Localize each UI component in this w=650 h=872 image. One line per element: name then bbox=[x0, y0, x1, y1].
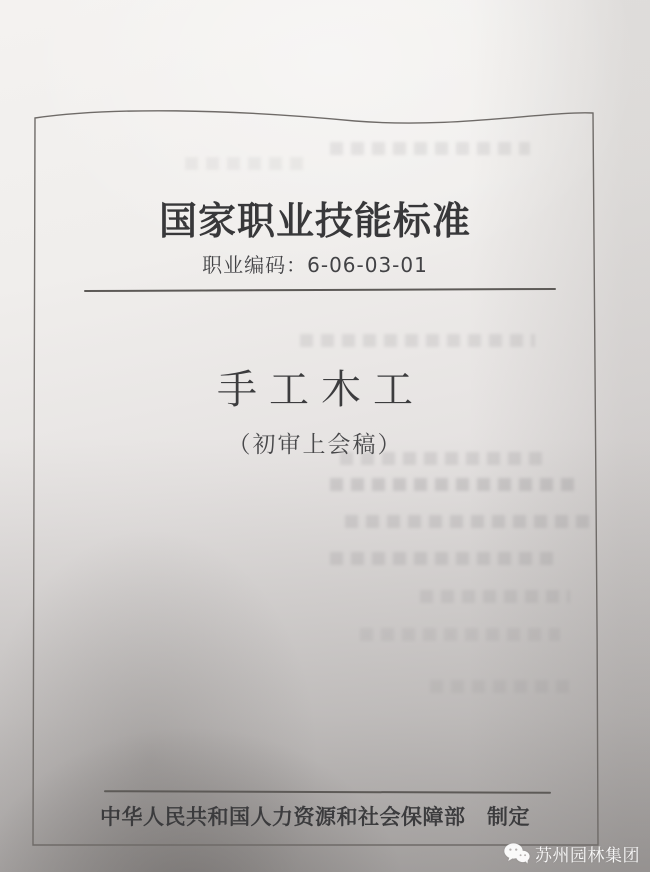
standard-title: 国家职业技能标准 bbox=[158, 198, 471, 243]
wechat-icon bbox=[504, 843, 530, 864]
ghost-text-line bbox=[300, 334, 535, 347]
occupation-code: 职业编码：6-06-03-01 bbox=[202, 253, 428, 277]
ghost-text-line bbox=[185, 157, 305, 170]
ghost-text-line bbox=[420, 590, 570, 603]
draft-note: （初审上会稿） bbox=[227, 432, 403, 458]
ghost-text-line bbox=[345, 515, 595, 528]
ghost-text-line bbox=[430, 680, 570, 693]
ghost-text-line bbox=[360, 628, 560, 641]
ghost-text-line bbox=[330, 552, 560, 565]
occupation-title: 手工木工 bbox=[217, 367, 425, 413]
watermark-text: 苏州园林集团 bbox=[535, 846, 640, 866]
ghost-text-line bbox=[330, 142, 530, 155]
ghost-text-line bbox=[330, 478, 580, 491]
publisher-line: 中华人民共和国人力资源和社会保障部 制定 bbox=[100, 804, 530, 829]
watermark bbox=[504, 841, 640, 866]
